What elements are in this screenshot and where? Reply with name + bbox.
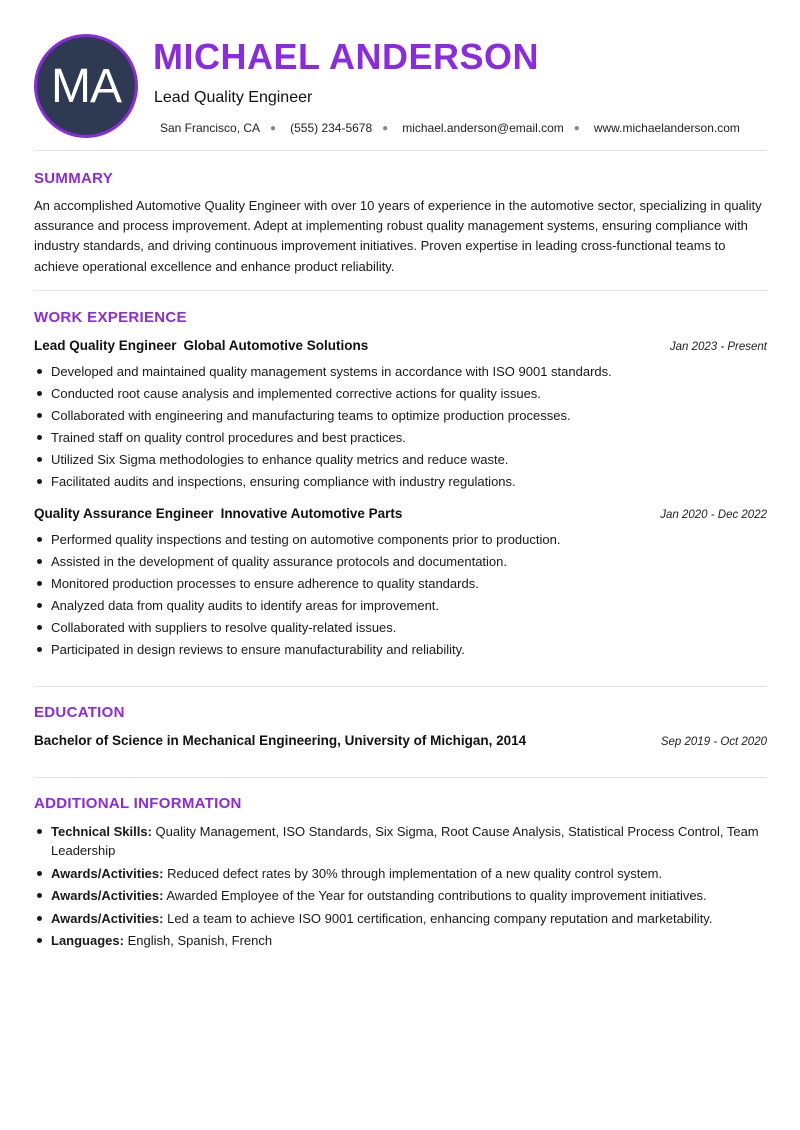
divider bbox=[34, 777, 767, 778]
list-item: Collaborated with engineering and manufacturing teams to optimize production processes. bbox=[34, 405, 767, 427]
list-item: Developed and maintained quality management systems in accordance with ISO 9001 standards. bbox=[34, 361, 767, 383]
list-item bbox=[34, 909, 767, 928]
item-label: Languages: bbox=[51, 933, 124, 948]
list-item bbox=[34, 864, 767, 883]
job-role: Lead Quality Engineer bbox=[34, 338, 177, 353]
item-text: Awarded Employee of the Year for outstanding contributions to quality improvement initiatives. bbox=[166, 888, 707, 903]
list-item bbox=[34, 931, 767, 950]
divider bbox=[34, 150, 767, 151]
separator-dot-icon: ● bbox=[270, 122, 277, 134]
candidate-name: MICHAEL ANDERSON bbox=[153, 36, 540, 77]
separator-dot-icon: ● bbox=[573, 122, 580, 134]
summary-heading: SUMMARY bbox=[34, 170, 114, 187]
contact-website: www.michaelanderson.com bbox=[593, 121, 740, 135]
list-item: Assisted in the development of quality assurance protocols and documentation. bbox=[34, 551, 767, 573]
avatar bbox=[34, 34, 138, 138]
summary-text: An accomplished Automotive Quality Engineer with over 10 years of experience in the automotive sector, specializing in quality assurance and process improvement. Adept at implementing robust quality management systems, ensuring compliance with industry standards, and driving continuous improvement initiatives. Proven expertise in leading cross-functional teams to achieve operational excellence and enhance product reliability. bbox=[34, 198, 762, 274]
candidate-title: Lead Quality Engineer bbox=[154, 89, 313, 106]
contact-phone: (555) 234-5678 bbox=[290, 121, 373, 135]
job-company: Global Automotive Solutions bbox=[183, 338, 369, 353]
education-degree: Bachelor of Science in Mechanical Engineering, University of Michigan, 2014 bbox=[34, 733, 527, 748]
job-dates: Jan 2023 - Present bbox=[669, 341, 767, 353]
avatar-initials: MA bbox=[51, 59, 121, 113]
education-heading: EDUCATION bbox=[34, 704, 125, 721]
education-dates: Sep 2019 - Oct 2020 bbox=[660, 736, 767, 748]
separator-dot-icon: ● bbox=[382, 122, 389, 134]
job-role: Quality Assurance Engineer bbox=[34, 506, 214, 521]
list-item: Performed quality inspections and testing on automotive components prior to production. bbox=[34, 529, 767, 551]
list-item: Trained staff on quality control procedures and best practices. bbox=[34, 427, 767, 449]
contact-email: michael.anderson@email.com bbox=[402, 121, 564, 135]
item-text: Quality Management, ISO Standards, Six Sigma, Root Cause Analysis, Statistical Process Control, Team Leadership bbox=[51, 824, 759, 858]
list-item: Utilized Six Sigma methodologies to enhance quality metrics and reduce waste. bbox=[34, 449, 767, 471]
list-item bbox=[34, 822, 767, 860]
job-company: Innovative Automotive Parts bbox=[220, 506, 403, 521]
job-header bbox=[34, 506, 767, 521]
item-text: English, Spanish, French bbox=[127, 933, 273, 948]
item-text: Reduced defect rates by 30% through implementation of a new quality control system. bbox=[167, 865, 663, 881]
contact-line bbox=[160, 121, 740, 135]
job-header bbox=[34, 338, 767, 353]
item-label: Awards/Activities: bbox=[51, 910, 164, 926]
list-item bbox=[34, 886, 767, 905]
list-item: Analyzed data from quality audits to identify areas for improvement. bbox=[34, 595, 767, 617]
list-item: Collaborated with suppliers to resolve quality-related issues. bbox=[34, 617, 767, 639]
item-label: Technical Skills: bbox=[51, 824, 152, 839]
job-title-line bbox=[34, 338, 368, 353]
item-label: Awards/Activities: bbox=[51, 865, 164, 881]
list-item: Monitored production processes to ensure adherence to quality standards. bbox=[34, 573, 767, 595]
additional-info-heading: ADDITIONAL INFORMATION bbox=[34, 795, 242, 812]
item-text: Led a team to achieve ISO 9001 certification, enhancing company reputation and marketability. bbox=[167, 910, 713, 926]
additional-info-list bbox=[34, 822, 767, 954]
job-title-line bbox=[34, 506, 402, 521]
contact-location: San Francisco, CA bbox=[160, 121, 261, 135]
education-entry bbox=[34, 733, 767, 748]
job-dates: Jan 2020 - Dec 2022 bbox=[660, 509, 767, 521]
experience-heading: WORK EXPERIENCE bbox=[34, 309, 187, 326]
list-item: Facilitated audits and inspections, ensuring compliance with industry regulations. bbox=[34, 471, 767, 493]
item-label: Awards/Activities: bbox=[51, 888, 164, 903]
job-bullets bbox=[34, 529, 767, 661]
list-item: Conducted root cause analysis and implemented corrective actions for quality issues. bbox=[34, 383, 767, 405]
list-item: Participated in design reviews to ensure manufacturability and reliability. bbox=[34, 639, 767, 661]
divider bbox=[34, 686, 767, 687]
job-bullets bbox=[34, 361, 767, 493]
divider bbox=[34, 290, 767, 291]
